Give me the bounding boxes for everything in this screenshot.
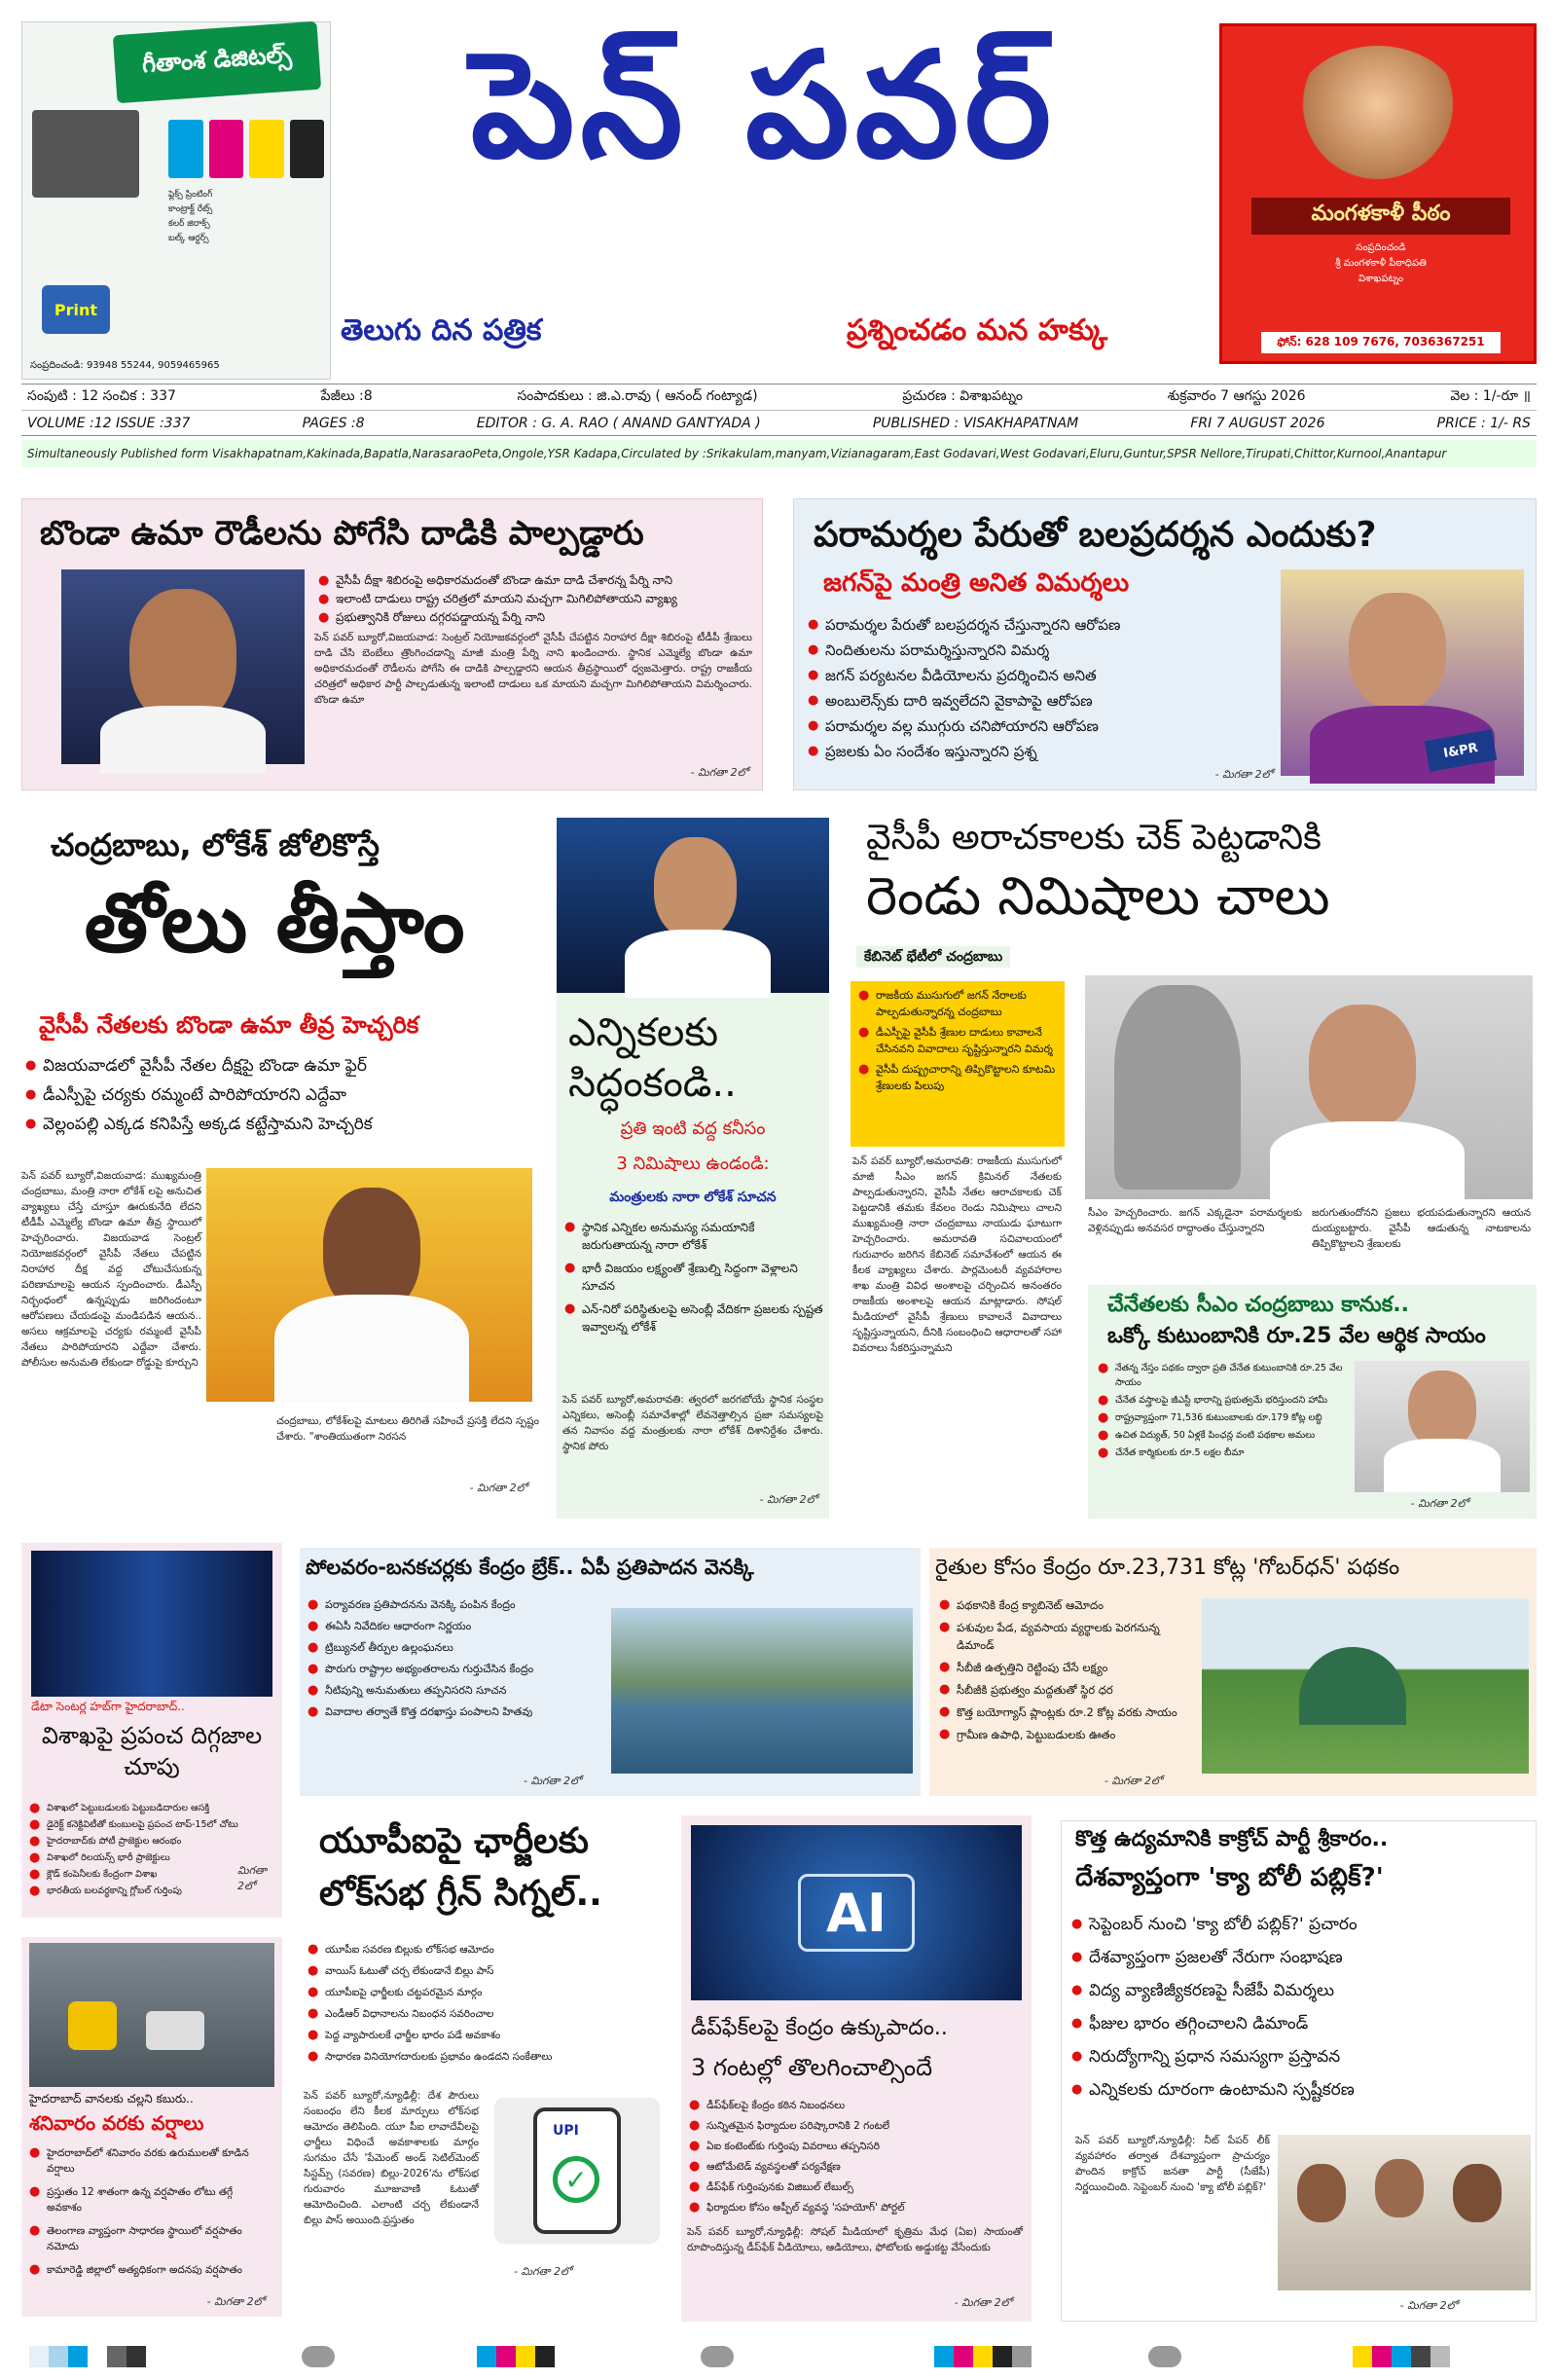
ad-line: బల్క్ ఆర్డర్స్ (168, 234, 209, 243)
story-handloom-aid (1088, 1285, 1537, 1519)
pages: PAGES :8 (302, 415, 365, 431)
body-text: పెన్ పవర్ బ్యూరో,న్యూఢిల్లీ: నీట్ పేపర్ లీక్ వ్యవహారం తర్వాత దేశవ్యాప్తంగా ప్రాచుర్యం పొందిన కాక్రోచ్ జనతా పార్టీ (సీజేపీ) నిర్ణయించింది. సెప్టెంబర్ నుంచి 'క్యా బోలీ పబ్లిక్?' (1075, 2135, 1270, 2193)
body-text-2: చంద్రబాబు, లోకేశ్‌లపై మాటలు తిరిగితే సహించే ప్రసక్తి లేదని స్పష్టం చేశారు. "శాంతియుతంగా నిరసన (276, 1415, 539, 1443)
bullet: ● డీఎస్పీపై చర్యకు రమ్మంటే పారిపోయారని ఎద్దేవా (21, 1080, 547, 1110)
published: PUBLISHED : VISAKHAPATNAM (872, 415, 1079, 431)
bullet: ● నిరుద్యోగాన్ని ప్రధాన సమస్యగా ప్రస్తావన (1068, 2043, 1525, 2070)
bullet: ● ఎన్నికలకు దూరంగా ఉంటామని స్పష్టీకరణ (1068, 2076, 1525, 2104)
headline-2: 3 గంటల్లో తొలగించాల్సిందే (691, 2054, 933, 2081)
bullet-list (314, 571, 757, 627)
bullet-list (304, 1596, 586, 1720)
ad-lines (168, 188, 324, 246)
bullet: ● ఫిర్యాదుల కోసం అప్పీల్ వ్యవస్థ 'సహయోగ్' పోర్టల్ (685, 2200, 1026, 2215)
info-row-english (21, 410, 1537, 435)
headline: విశాఖపై ప్రపంచ దిగ్గజాల చూపు (41, 1722, 263, 1781)
continued-note: - మిగతా 2లో (759, 1493, 817, 1506)
bullet: ● డీప్‌ఫేక్ గుర్తింపునకు విజిబుల్ లేబుల్స్ (685, 2179, 1026, 2195)
story-lokesh-elections (557, 818, 829, 1519)
bullet: ● పర్యావరణ ప్రతిపాదనను వెనక్కి పంపిన కేంద్రం (304, 1596, 586, 1613)
bullet: ● హైదరాబాద్‌కు పోటీ ప్రాజెక్టుల ఆరంభం (25, 1834, 249, 1849)
bullet: ● ఎన్-నిరో పరిస్థితులపై అసెంబ్లీ వేదికగా ప్రజలకు స్పష్టత ఇవ్వాలన్న లోకేశ్ (561, 1300, 823, 1336)
headline: పోలవరం-బనకచర్లకు కేంద్రం బ్రేక్.. ఏపీ ప్రతిపాదన వెనక్కి (306, 1556, 754, 1579)
headline: ఎన్నికలకు సిద్ధంకండి.. (568, 1010, 737, 1106)
caption: డేటా సెంటర్ల హబ్‌గా హైదరాబాద్.. (31, 1700, 185, 1713)
bullet: ● వైసీపీ దీక్షా శిబిరంపై అధికారమదంతో బొండా ఉమా దాడి చేశారన్న పేర్ని నాని (314, 571, 757, 590)
bullet-list (25, 1801, 249, 1898)
photo-nara-lokesh (557, 818, 829, 993)
bullet-list (935, 1596, 1188, 1743)
bullet: ● ఈఏసీ నివేదికల ఆధారంగా నిర్ణయం (304, 1618, 586, 1634)
continued-note: - మిగతా 2లో (469, 1482, 527, 1494)
bullet: ● విద్య వ్యాణిజ్యీకరణపై సీజేపీ విమర్శలు (1068, 1977, 1525, 2004)
editor: సంపాదకులు : జి.ఎ.రావు ( ఆనంద్ గంట్యాడ) (517, 387, 758, 404)
headline-2: రెండు నిమిషాలు చాలు (866, 865, 1330, 927)
bullet: ● సీబీజీ ఉత్పత్తిని రెట్టింపు చేసే లక్ష్యం (935, 1659, 1188, 1676)
photo-cockroach-party-leaders (1278, 2135, 1531, 2290)
ai-label: AI (798, 1874, 915, 1952)
caption: హైదరాబాద్ వానలకు చల్లని కబురు.. (29, 2092, 194, 2105)
ad-portrait-image (1290, 46, 1466, 192)
ad-text (1232, 240, 1530, 287)
subheadline: కేబినెట్ భేటీలో చంద్రబాబు (856, 946, 1010, 968)
bullet: ● కొత్త బయోగ్యాస్ ప్లాంట్లకు రూ.2 కోట్ల వరకు సాయం (935, 1703, 1188, 1721)
subheadline-1: ప్రతి ఇంటి వద్ద కనీసం (620, 1118, 766, 1139)
bullet: ● పరామర్శల వల్ల ముగ్గురు చనిపోయారని ఆరోపణ (804, 714, 1266, 739)
ad-phone: ఫోన్: 628 109 7676, 7036367251 (1261, 332, 1501, 353)
body-text: పెన్ పవర్ బ్యూరో,విజయవాడ: ముఖ్యమంత్రి చంద్రబాబు, మంత్రి నారా లోకేశ్ లపై అనుచిత వ్యాఖ్యలు చేస్తే చూస్తూ ఊరుకునేది లేదని టీడీపీ ఎమ్మెల్యే బొండా ఉమా తీవ్ర స్థాయిలో హెచ్చరించారు. విజయవాడ సెంట్రల్ నియోజకవర్గంలో వైసీపీ నేతలు చేపట్టిన నిరాహార దీక్ష వద్ద చోటుచేసుకున్న పరిణామాలపై ఆయన స్పందించారు. డీఎస్పీ నిర్బంధంలో ఉన్నప్పుడు జరిగిందంటూ ఆరోపణలు చేయడంపై మండిపడిన ఆయన.. అసలు ఆక్రమాలపై చర్యకు రమ్మంటే వైసీపీ నేతలు పారిపోయారని ఎద్దేవా చేశారు. పోలీసుల అనుమతి లేకుండా రోడ్డుపై కూర్చుని (21, 1170, 201, 1369)
bullet: ● వాయిస్ ఓటుతో చర్చ లేకుండానే బిల్లు పాస్ (304, 1963, 664, 1979)
continued-note: - మిగతా 2లో (514, 2265, 572, 2278)
bullet: ● రాజకీయ ముసుగులో జగన్ నేరాలకు పాల్పడుతున్నారన్న చంద్రబాబు (854, 987, 1061, 1020)
printer-image (32, 110, 139, 198)
bullet: ● జగన్ పర్యటనల వీడియోలను ప్రదర్శించిన అనిత (804, 663, 1266, 688)
bullet: ● విజయవాడలో వైసీపీ నేతల దీక్షపై బొండా ఉమా ఫైర్ (21, 1051, 547, 1080)
bullet: ● భారతీయ బలవర్ధకాన్ని గ్లోబల్ గుర్తింపు (25, 1884, 249, 1898)
color-registration-marks (1353, 2346, 1450, 2367)
continued-note: - మిగతా 2లో (206, 2295, 265, 2308)
ink-bottles-image (168, 120, 324, 178)
body-text-2: సీఎం హెచ్చరించారు. జగన్ ఎక్కడైనా పరామర్శలకు వెళ్లినప్పుడు అనవసర రాద్ధాంతం చేస్తున్నారని (1088, 1207, 1302, 1234)
bullet: ● ఫీజుల భారం తగ్గించాలని డిమాండ్ (1068, 2010, 1525, 2037)
bullet: ● పరామర్శల పేరుతో బలప్రదర్శన చేస్తున్నారని ఆరోపణ (804, 612, 1266, 638)
advertisement-right (1219, 23, 1537, 364)
bullet: ● సెప్టెంబర్ నుంచి 'క్యా బోలీ పబ్లిక్?' ప్రచారం (1068, 1911, 1525, 1938)
bullet-list (561, 1219, 823, 1341)
bullet: ● వైసీపీ దుష్ప్రచారాన్ని తిప్పికొట్టాలని కూటమి శ్రేణులకు పిలుపు (854, 1061, 1061, 1094)
story-bonda-uma-attack (21, 498, 763, 790)
ad-line: శ్రీ మంగళకాళీ పీఠాధిపతి (1335, 258, 1427, 269)
bullet-list (804, 612, 1266, 764)
bullet: ● అంబులెన్స్‌కు దారి ఇవ్వలేదని వైకాపాపై ఆరోపణ (804, 688, 1266, 714)
bullet: ● డీప్‌ఫేక్‌లపై కేంద్రం కఠిన నిబంధనలు (685, 2098, 1026, 2113)
continued-note: - మిగతా 2లో (1399, 2299, 1458, 2312)
bullet: ● రాష్ట్రవ్యాప్తంగా 71,536 కుటుంబాలకు రూ.179 కోట్ల లబ్ధి (1094, 1410, 1347, 1425)
masthead-tagline-left: తెలుగు దిన పత్రిక (341, 313, 542, 348)
bullet: ● భారీ విజయం లక్ష్యంతో శ్రేణుల్ని సిద్ధంగా వెళ్లాలని సూచన (561, 1260, 823, 1295)
headline-1: వైసీపీ అరాచకాలకు చెక్ పెట్టడానికి (866, 818, 1322, 858)
bullet-list (851, 981, 1065, 1147)
issue-info-bar (21, 384, 1537, 436)
color-registration-marks (934, 2346, 1032, 2367)
photo-anitha (1281, 569, 1524, 776)
continued-note: - మిగతా 2లో (954, 2296, 1012, 2309)
bullet-list (25, 2145, 269, 2278)
body-text: పెన్ పవర్ బ్యూరో,విజయవాడ: సెంట్రల్ నియోజకవర్గంలో వైసీపీ చేపట్టిన నిరాహార దీక్షా శిబిరంపై టీడీపీ శ్రేణులు దాడి చేసి బెంబేలు త్రొంగించడాన్ని మాజీ మంత్రి పేర్ని నాని ఖండించారు. స్థానిక ఎమ్మెల్యే బొండా ఉమా అధికారమదంతో రౌడీలను పోగేసి ఈ దాడికి పాల్పడ్డారని ఆయన తీవ్రస్థాయిలో ధ్వజమెత్తారు. రాష్ట్ర రాజకీయ చరిత్రలో అధికార పార్టీ పాల్పడుతున్న ఇలాంటి దాడులు ఒక మాయని మచ్చగా మిగిలిపోతాయని విమర్శించారు. బొండా ఉమా (314, 632, 752, 706)
price: వెల : 1/-రూ ॥ (1450, 387, 1531, 404)
circulation-line: Simultaneously Published form Visakhapatnam,Kakinada,Bapatla,NarasaraoPeta,Ongole,YSR Kadapa,Circulated by :Srikakulam,manyam,Vizianagaram,East Godavari,West Godavari,Eluru,Guntur,SPSR Nellore,Tirupati,Chittor,Kurnool,Anantapur (21, 440, 1537, 467)
ad-line: కలర్ జిరాక్స్ (168, 219, 210, 229)
continued-note: - మిగతా 2లో (1214, 768, 1273, 781)
subheadline: జగన్‌పై మంత్రి అనిత విమర్శలు (823, 568, 1130, 598)
bullet: ● హైదరాబాద్‌లో శనివారం వరకు ఉరుములతో కూడిన వర్షాలు (25, 2145, 269, 2177)
bullet: ● ప్రజలకు ఏం సందేశం ఇస్తున్నారని ప్రశ్న (804, 739, 1266, 764)
bullet: ● చేనేత కార్మికులకు రూ.5 లక్షల బీమా (1094, 1446, 1347, 1460)
story-cockroach-party (1061, 1820, 1537, 2322)
bullet: ● వెల్లంపల్లి ఎక్కడ కనిపిస్తే అక్కడ కట్టేస్తామని హెచ్చరిక (21, 1110, 547, 1139)
photo-polavaram-dam (611, 1608, 913, 1774)
bullet-list (304, 1942, 664, 2065)
masthead-title: పెన్ పవర్ (470, 21, 1058, 191)
bullet: ● ఉచిత విద్యుత్, 50 ఏళ్లకే పింఛన్ల వంటి పథకాల అమలు (1094, 1428, 1347, 1443)
ad-contact: సంప్రదించండి: 93948 55244, 9059465965 (30, 360, 220, 371)
body-text: పెన్ పవర్ బ్యూరో,అమరావతి: త్వరలో జరగబోయే స్థానిక సంస్థల ఎన్నికలు, అసెంబ్లీ సమావేశాల్లో లేవనెత్తాల్సిన ప్రజా సమస్యలపై తన నివాసం వద్ద మంత్రులకు నారా లోకేశ్ దిశానిర్దేశం చేశారు. స్థానిక పోరు (562, 1394, 823, 1452)
bullet: ● విశాఖలో రిలయన్స్ భారీ ప్రాజెక్టులు (25, 1850, 249, 1865)
headline: తోలు తీస్తాం (84, 875, 465, 970)
bullet-list (1094, 1361, 1347, 1460)
subheadline-2: 3 నిమిషాలు ఉండండి: (616, 1153, 770, 1174)
kicker: చంద్రబాబు, లోకేశ్ జోలికొస్తే (51, 826, 380, 863)
bullet: ● సున్నితమైన ఫిర్యాదుల పరిష్కారానికి 2 గంటలే (685, 2118, 1026, 2134)
story-vizag-datacenters (21, 1543, 282, 1918)
ad-line: విశాఖపట్నం (1358, 274, 1404, 284)
body-text-3: జరుగుతుందోనని ప్రజలు భయపడుతున్నారని ఆయన దుయ్యబట్టారు. వైసీపీ ఆడుతున్న నాటకాలను తిప్పికొట్టాలని శ్రేణులకు (1312, 1207, 1531, 1250)
ad-line: ఫ్లెక్స్ ప్రింటింగ్ (168, 190, 213, 200)
bullet: ● పశువుల పేడ, వ్యవసాయ వ్యర్థాలకు పెరగనున్న డిమాండ్ (935, 1619, 1188, 1654)
ad-title: మంగళకాళీ పీఠం (1251, 198, 1510, 235)
photo-datacenter (31, 1551, 272, 1697)
info-row-telugu (21, 384, 1537, 410)
bullet: ● ప్రస్తుతం 12 శాతంగా ఉన్న వర్షపాతం లోటు తగ్గే అవకాశం (25, 2184, 269, 2215)
bullet: ● సీబీజీకి ప్రభుత్వం మద్దతుతో స్థిర ధర (935, 1681, 1188, 1699)
masthead-tagline-right: ప్రశ్నించడం మన హక్కు (847, 313, 1108, 348)
color-registration-marks (29, 2346, 146, 2367)
bullet: ● ప్రభుత్వానికి రోజులు దగ్గరపడ్డాయన్న పేర్ని నాని (314, 608, 757, 627)
continued-note: - మిగతా 2లో (1410, 1497, 1468, 1510)
ad-line: సంప్రదించండి (1356, 242, 1406, 253)
ad-brand: గీతాంశ డిజిటల్స్ (113, 21, 321, 103)
body-text: పెన్ పవర్ బ్యూరో,న్యూఢిల్లీ: దేశ పౌరులు సంబంధం లేని కీలక మార్పులు లోక్‌సభ ఆమోదం తెలిపింది. యూ పీఐ లావాదేవీలపై ఛార్జీలు విధించే అవకాశాలకు మార్గం సుగమం చేసే 'పేమెంట్ అండ్ సెటిల్‌మెంట్ సిస్టమ్స్ (సవరణ) బిల్లు-2026'ను లోక్‌సభ గురువారం మూజువాణి ఓటుతో ఆమోదించింది. ఎలాంటి చర్చ లేకుండానే బిల్లు పాస్ అయింది.ప్రస్తుతం (304, 2090, 479, 2226)
bullet: ● డీఎస్పీపై వైసీపీ శ్రేణుల దాడులు కావాలనే చేసినవని వివాదాలు సృష్టిస్తున్నారని విమర్శ (854, 1024, 1061, 1057)
photo-chandrababu (1085, 975, 1533, 1199)
ipr-badge: I&PR (1425, 729, 1497, 772)
bullet: ● పెద్ద వ్యాపారులకే ఛార్జీల భారం పడే అవకాశం (304, 2028, 664, 2043)
check-icon: ✓ (553, 2156, 599, 2203)
bullet: ● తెలంగాణ వ్యాప్తంగా సాధారణ స్థాయిలో వర్షపాతం నమోదు (25, 2223, 269, 2254)
editor: EDITOR : G. A. RAO ( ANAND GANTYADA ) (476, 415, 761, 431)
continued-note: - మిగతా 2లో (524, 1775, 582, 1787)
bullet: ● కామారెడ్డి జిల్లాలో అత్యధికంగా అదనపు వర్షపాతం (25, 2262, 269, 2278)
photo-upi-phone (494, 2098, 660, 2244)
bullet: ● ఆటోమేటెడ్ వ్యవస్థలతో పర్యవేక్షణ (685, 2159, 1026, 2175)
bullet: ● ఎండీఆర్ విధానాలను నిబంధన సవరించాల (304, 2006, 664, 2022)
bullet: ● దేశవ్యాప్తంగా ప్రజలతో నేరుగా సంభాషణ (1068, 1944, 1525, 1971)
color-registration-marks (477, 2346, 555, 2367)
bullet: ● ఇలాంటి దాడులు రాష్ట్ర చరిత్రలో మాయని మచ్చగా మిగిలిపోతాయని వ్యాఖ్య (314, 590, 757, 608)
story-gobardhan (929, 1548, 1537, 1796)
photo-rain-traffic (29, 1943, 274, 2087)
continued-note: - మిగతా 2లో (690, 766, 748, 779)
bullet-list (21, 1051, 547, 1139)
headline: రైతుల కోసం కేంద్రం రూ.23,731 కోట్ల 'గోబర్‌ధన్' పథకం (935, 1556, 1400, 1580)
photo-perni-nani (61, 569, 305, 764)
bullet: ● చేనేత వస్త్రాలపై జీఎస్టీ భారాన్ని ప్రభుత్వమే భరిస్తుందని హామీ (1094, 1393, 1347, 1408)
continued-note: - మిగతా 2లో (1104, 1775, 1163, 1787)
volume-issue: VOLUME :12 ISSUE :337 (27, 415, 191, 431)
headline: పరామర్శల పేరుతో బలప్రదర్శన ఎందుకు? (814, 515, 1377, 555)
registration-oval (302, 2346, 335, 2367)
bullet: ● సాధారణ వినియోగదారులకు ప్రభావం ఉండదని సంకేతాలు (304, 2049, 664, 2065)
subheadline-3: మంత్రులకు నారా లోకేశ్ సూచన (609, 1190, 777, 1205)
date: శుక్రవారం 7 ఆగస్టు 2026 (1167, 387, 1306, 404)
published: ప్రచురణ : విశాఖపట్నం (902, 387, 1023, 404)
story-bonda-uma-warning (21, 808, 547, 1519)
bullet: ● పొరుగు రాష్ట్రాల అభ్యంతరాలను గుర్తుచేసిన కేంద్రం (304, 1661, 586, 1677)
bullet: ● వివాదాల తర్వాతే కొత్త దరఖాస్తు పంపాలని హితవు (304, 1703, 586, 1720)
headline-1: చేనేతలకు సీఎం చంద్రబాబు కానుక.. (1107, 1293, 1409, 1317)
ad-line: కాంట్రాక్ట్ రేట్స్ (168, 204, 213, 214)
headline: యూపీఐపై ఛార్జీలకు లోక్‌సభ గ్రీన్ సిగ్నల్.. (319, 1821, 602, 1914)
bullet-list (1068, 1911, 1525, 2104)
volume-issue: సంపుటి : 12 సంచిక : 337 (27, 387, 176, 404)
bullet: ● క్లౌడ్ కంపెనీలకు కేంద్రంగా విశాఖ (25, 1867, 249, 1882)
headline-2: దేశవ్యాప్తంగా 'క్యా బోలీ పబ్లిక్?' (1075, 1863, 1384, 1892)
headline: శనివారం వరకు వర్షాలు (29, 2111, 204, 2135)
subheadline: వైసీపీ నేతలకు బొండా ఉమా తీవ్ర హెచ్చరిక (39, 1011, 419, 1039)
story-polavaram (300, 1548, 921, 1796)
photo-ai-chip (691, 1825, 1022, 2000)
body-text: పెన్ పవర్ బ్యూరో,అమరావతి: రాజకీయ ముసుగులో మాజీ సీఎం జగన్ క్రిమినల్ నేతలకు పాల్పడుతున్నారని, వైసీపీ నేతల ఆరాచకాలకు చెక్ పెట్టడానికి తమకు కేవలం రెండు నిమిషాలు చాలని ముఖ్యమంత్రి నారా చంద్రబాబు నాయుడు ఘాటుగా హెచ్చరించారు. అమరావతి సచివాలయంలో గురువారం జరిగిన కేబినెట్ సమావేశంలో ఆయన ఈ కీలక వ్యాఖ్యలు చేశారు. పార్లమెంటరీ వ్యవహారాల శాఖ మంత్రి వివిధ అంశాలపై చర్చించిన అనంతరం రాజకీయ అంశాలపై ఆయన మాట్లాడారు. సోషల్ మీడియాలో వైసీపీ శ్రేణులు కావాలనే వివాదాలు సృష్టిస్తున్నాయని, దీనికి సంబంధించి ఆధారాలతో సహా వివరాలు సేకరిస్తున్నామని (852, 1155, 1062, 1354)
bullet: ● నీటిపున్ని అనుమతులు తప్పనిసరని సూచన (304, 1682, 586, 1699)
headline-1: డీప్‌ఫేక్‌లపై కేంద్రం ఉక్కుపాదం.. (691, 2016, 948, 2040)
bullet: ● స్థానిక ఎన్నికల అనుమస్య సమయానికే జరుగుతాయన్న నారా లోకేశ్ (561, 1219, 823, 1254)
print-logo: Print (42, 285, 110, 334)
bullet: ● నేతన్న నేస్తం పథకం ద్వారా ప్రతి చేనేత కుటుంబానికి రూ.25 వేల సాయం (1094, 1361, 1347, 1390)
story-hyderabad-rains (21, 1937, 282, 2317)
bullet: ● నిందితులను పరామర్శిస్తున్నారని విమర్శ (804, 638, 1266, 663)
photo-biogas-plant (1202, 1598, 1529, 1774)
bullet: ● ఏఐ కంటెంట్‌కు గుర్తింపు వివరాలు తప్పనిసరి (685, 2139, 1026, 2154)
headline-2: ఒక్కో కుటుంబానికి రూ.25 వేల ఆర్థిక సాయం (1107, 1324, 1486, 1348)
bullet: ● ట్రిబ్యునల్ తీర్పుల ఉల్లంఘనలు (304, 1639, 586, 1656)
photo-bonda-uma (206, 1168, 532, 1402)
registration-oval (701, 2346, 734, 2367)
bullet: ● యూపీఐపై ఛార్జీలకు చట్టపరమైన మార్గం (304, 1985, 664, 2000)
upi-logo: UPI (553, 2123, 579, 2139)
photo-chandrababu-handloom (1355, 1361, 1530, 1492)
registration-oval (1148, 2346, 1181, 2367)
headline-1: కొత్త ఉద్యమానికి కాక్రోచ్ పార్టీ శ్రీకారం.. (1075, 1827, 1389, 1851)
advertisement-left (21, 21, 331, 380)
price: PRICE : 1/- RS (1436, 415, 1531, 431)
bullet: ● పథకానికి కేంద్ర క్యాబినెట్ ఆమోదం (935, 1596, 1188, 1614)
pages: పేజీలు :8 (320, 387, 373, 404)
bullet: ● డైరెక్ట్ కనెక్టివిటీతో కుంబులపై ప్రపంచ టాప్-15లో చోటు (25, 1817, 249, 1832)
bullet: ● విశాఖలో పెట్టుబడులకు పెట్టుబడిదారుల ఆసక్తి (25, 1801, 249, 1815)
body-text: పెన్ పవర్ బ్యూరో,న్యూఢిల్లీ: సోషల్ మీడియాలో కృత్రిమ మేధ (ఏఐ) సాయంతో రూపొందిస్తున్న డీప్‌ఫేక్ వీడియోలు, ఆడియోలు, ఫోటోలకు అడ్డుకట్ట వేసేందుకు (687, 2226, 1023, 2253)
date: FRI 7 AUGUST 2026 (1190, 415, 1325, 431)
story-anitha-criticism (793, 498, 1537, 790)
headline: బొండా ఉమా రౌడీలను పోగేసి దాడికి పాల్పడ్డారు (40, 514, 644, 553)
bullet-list (685, 2098, 1026, 2215)
bullet: ● గ్రామీణ ఉపాధి, పెట్టుబడులకు ఊతం (935, 1726, 1188, 1743)
story-deepfakes (681, 1815, 1032, 2322)
story-upi-charges (300, 1815, 671, 2322)
continued-note: మిగతా 2లో (237, 1864, 268, 1892)
bullet: ● యూపీఐ సవరణ బిల్లుకు లోక్‌సభ ఆమోదం (304, 1942, 664, 1958)
